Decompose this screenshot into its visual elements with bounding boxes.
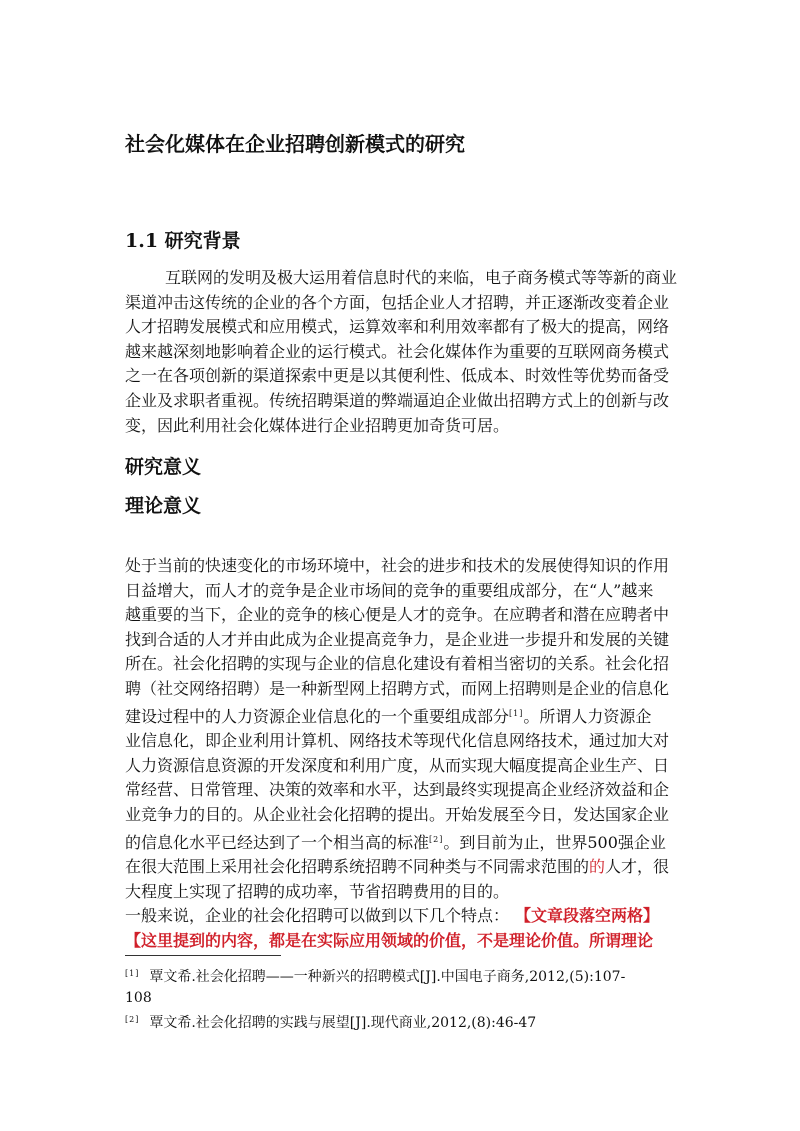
line-text: 。到目前为止，世界500强企业 — [443, 832, 666, 852]
paragraph-line: 人才招聘发展模式和应用模式，运算效率和利用效率都有了极大的提高，网络 — [125, 317, 670, 337]
paragraph-line: 常经营、日常管理、决策的效率和水平，达到最终实现提高企业经济效益和企 — [125, 780, 670, 800]
footnote-reference-1[interactable]: [1] — [509, 708, 524, 718]
paragraph-line: 日益增大，而人才的竞争是企业市场间的竞争的重要组成部分，在“人”越来 — [125, 580, 654, 600]
footnote-mark: [2] — [125, 1015, 140, 1024]
footnote-separator — [125, 955, 281, 956]
heading-research-significance: 研究意义 — [125, 456, 202, 478]
paragraph-line: 找到合适的人才并由此成为企业提高竞争力，是企业进一步提升和发展的关键 — [125, 629, 670, 649]
paragraph-line — [125, 702, 675, 730]
line-text: 。所谓人力资源企 — [523, 706, 652, 726]
line-text: 人才，很 — [605, 857, 670, 877]
paragraph-line: 所在。社会化招聘的实现与企业的信息化建设有着相当密切的关系。社会化招 — [125, 654, 670, 674]
line-text: 建设过程中的人力资源企业信息化的一个重要组成部分 — [125, 706, 510, 726]
footnote-text: 覃文希.社会化招聘——一种新兴的招聘模式[J].中国电子商务,2012,(5):107- — [149, 969, 626, 985]
highlighted-text: 的 — [589, 857, 606, 877]
footnote-mark: [1] — [125, 969, 140, 978]
footnote-text: 覃文希.社会化招聘的实践与展望[J].现代商业,2012,(8):46-47 — [149, 1015, 537, 1031]
paragraph-line: 之一在各项创新的渠道探索中更是以其便利性、低成本、时效性等优势而备受 — [125, 366, 670, 386]
paragraph-line: 业竞争力的目的。从企业社会化招聘的提出。开始发展至今日，发达国家企业 — [125, 804, 670, 824]
footnote-1 — [125, 963, 685, 1009]
paragraph-line: 大程度上实现了招聘的成功率，节省招聘费用的目的。 — [125, 881, 510, 901]
background-paragraph — [125, 266, 678, 438]
paragraph-line — [125, 855, 675, 880]
footnotes — [125, 963, 685, 1034]
document-title: 社会化媒体在企业招聘创新模式的研究 — [125, 132, 465, 156]
editor-annotation: 【文章段落空两格】 — [523, 906, 660, 926]
line-text: 的信息化水平已经达到了一个相当高的标准 — [125, 832, 430, 852]
heading-theoretical-significance: 理论意义 — [125, 495, 202, 517]
paragraph-line: 渠道冲击这传统的企业的各个方面，包括企业人才招聘，并正逐渐改变着企业 — [125, 292, 670, 312]
paragraph-line: 人力资源信息资源的开发深度和利用广度，从而实现大幅度提高企业生产、日 — [125, 755, 670, 775]
footnote-reference-2[interactable]: [2] — [429, 834, 444, 844]
line-text: 在很大范围上采用社会化招聘系统招聘不同种类与不同需求范围的 — [125, 857, 590, 877]
paragraph-line — [125, 904, 675, 929]
editor-annotation-comment: 【这里提到的内容，都是在实际应用领域的价值，不是理论价值。所谓理论 — [125, 930, 654, 950]
paragraph-line: 企业及求职者重视。传统招聘渠道的弊端逼迫企业做出招聘方式上的创新与改 — [125, 390, 670, 410]
section-heading-research-background: 1.1 研究背景 — [125, 230, 241, 252]
paragraph-line: 处于当前的快速变化的市场环境中，社会的进步和技术的发展使得知识的作用 — [125, 556, 670, 575]
paragraph-line: 互联网的发明及极大运用着信息时代的来临，电子商务模式等等新的商业 — [165, 268, 678, 287]
paragraph-line — [125, 828, 675, 856]
footnote-2 — [125, 1009, 685, 1034]
paragraph-line: 越重要的当下，企业的竞争的核心便是人才的竞争。在应聘者和潜在应聘者中 — [125, 605, 670, 625]
line-text: 一般来说，企业的社会化招聘可以做到以下几个特点： — [125, 906, 510, 926]
paragraph-line: 变，因此利用社会化媒体进行企业招聘更加奇货可居。 — [125, 415, 510, 435]
paragraph-line: 业信息化，即企业利用计算机、网络技术等现代化信息网络技术，通过加大对 — [125, 731, 670, 751]
paragraph-line: 越来越深刻地影响着企业的运行模式。社会化媒体作为重要的互联网商务模式 — [125, 341, 670, 361]
paragraph-line: 聘（社交网络招聘）是一种新型网上招聘方式，而网上招聘则是企业的信息化 — [125, 678, 670, 698]
theory-paragraph — [125, 554, 675, 954]
footnote-text-continued: 108 — [125, 990, 152, 1006]
